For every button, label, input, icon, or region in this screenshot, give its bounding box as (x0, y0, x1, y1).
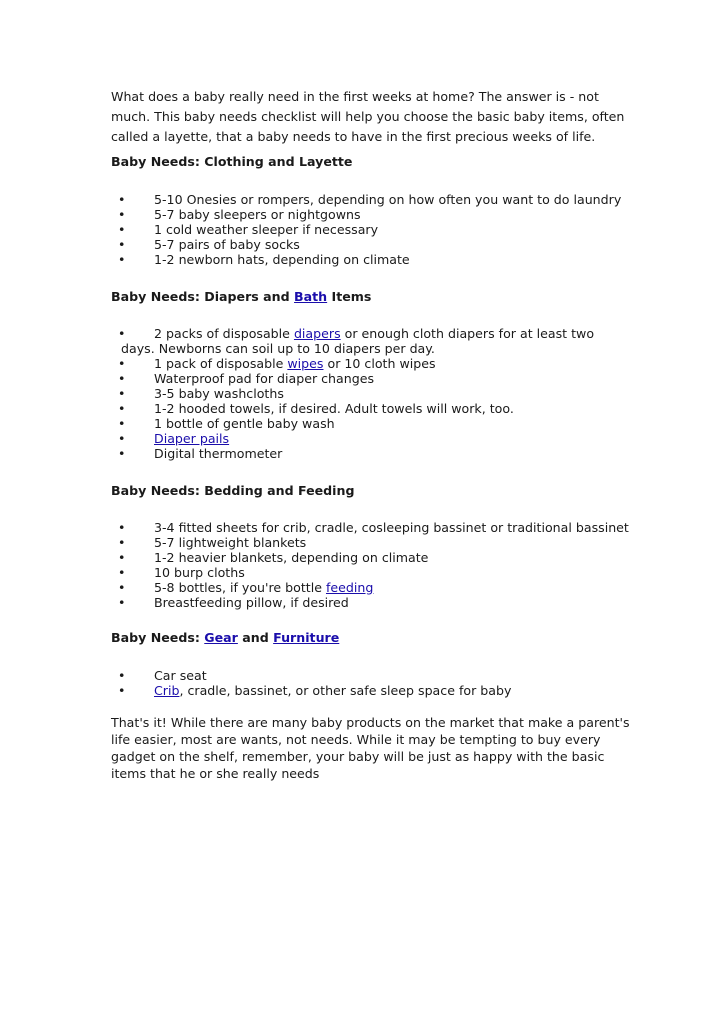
list-bedding (111, 520, 671, 610)
bullet-icon: • (118, 207, 126, 222)
bullet-icon: • (118, 446, 126, 461)
bullet-icon: • (118, 252, 126, 267)
bullet-icon: • (118, 386, 126, 401)
outro-line: life easier, most are wants, not needs. While it may be tempting to buy every (111, 732, 601, 747)
wipes-link[interactable]: wipes (287, 356, 324, 371)
heading-clothing: Baby Needs: Clothing and Layette (111, 154, 353, 169)
list-item: • 1 cold weather sleeper if necessary (118, 222, 379, 237)
bath-link[interactable]: Bath (294, 289, 328, 304)
bullet-icon: • (118, 401, 126, 416)
bullet-icon: • (118, 595, 126, 610)
bullet-icon: • (118, 580, 126, 595)
outro-paragraph (111, 714, 671, 782)
list-item: • 10 burp cloths (118, 565, 245, 580)
list-item: • Crib, cradle, bassinet, or other safe sleep space for baby (118, 683, 512, 698)
outro-line: items that he or she really needs (111, 766, 320, 781)
heading-diapers: Baby Needs: Diapers and Bath Items (111, 289, 372, 304)
intro-line: called a layette, that a baby needs to have in the first precious weeks of life. (111, 129, 596, 144)
list-item: • 5-10 Onesies or rompers, depending on how often you want to do laundry (118, 192, 622, 207)
bullet-icon: • (118, 520, 126, 535)
bullet-icon: • (118, 371, 126, 386)
list-item: • Breastfeeding pillow, if desired (118, 595, 349, 610)
list-item: • 3-5 baby washcloths (118, 386, 284, 401)
list-gear (111, 668, 671, 698)
list-item: • 1-2 hooded towels, if desired. Adult towels will work, too. (118, 401, 514, 416)
bullet-icon: • (118, 237, 126, 252)
list-item: • 1-2 newborn hats, depending on climate (118, 252, 410, 267)
heading-bedding: Baby Needs: Bedding and Feeding (111, 483, 355, 498)
intro-line: What does a baby really need in the first weeks at home? The answer is - not (111, 89, 599, 104)
intro-line: much. This baby needs checklist will help you choose the basic baby items, often (111, 109, 625, 124)
gear-link[interactable]: Gear (204, 630, 238, 645)
diapers-link[interactable]: diapers (293, 326, 341, 341)
bullet-icon: • (118, 326, 126, 341)
feeding-link[interactable]: feeding (325, 580, 374, 595)
bullet-icon: • (118, 431, 126, 446)
heading-gear: Baby Needs: Gear and Furniture (111, 630, 340, 645)
list-item: • 1 bottle of gentle baby wash (118, 416, 335, 431)
bullet-icon: • (118, 535, 126, 550)
list-item: • 5-7 lightweight blankets (118, 535, 307, 550)
list-item: • 5-7 baby sleepers or nightgowns (118, 207, 361, 222)
list-item: • 2 packs of disposable diapers or enough cloth diapers for at least two days. Newborns can soil up to 10 diapers per day. (118, 326, 595, 356)
list-diapers (111, 326, 671, 461)
crib-link[interactable]: Crib (154, 683, 180, 698)
bullet-icon: • (118, 356, 126, 371)
bullet-icon: • (118, 192, 126, 207)
outro-line: gadget on the shelf, remember, your baby will be just as happy with the basic (111, 749, 605, 764)
outro-line: That's it! While there are many baby products on the market that make a parent's (111, 715, 630, 730)
list-item: • 3-4 fitted sheets for crib, cradle, cosleeping bassinet or traditional bassinet (118, 520, 629, 535)
bullet-icon: • (118, 683, 126, 698)
diaper-pails-link[interactable]: Diaper pails (154, 431, 230, 446)
bullet-icon: • (118, 222, 126, 237)
intro-paragraph (111, 87, 671, 147)
list-item: • 1 pack of disposable wipes or 10 cloth wipes (118, 356, 436, 371)
list-item (111, 431, 671, 446)
furniture-link[interactable]: Furniture (273, 630, 340, 645)
list-clothing (111, 192, 671, 267)
bullet-icon: • (118, 565, 126, 580)
list-item: • Digital thermometer (118, 446, 283, 461)
list-item: • Waterproof pad for diaper changes (118, 371, 375, 386)
bullet-icon: • (118, 550, 126, 565)
bullet-icon: • (118, 668, 126, 683)
list-item: • Car seat (118, 668, 207, 683)
bullet-icon: • (118, 416, 126, 431)
list-item: • 5-7 pairs of baby socks (118, 237, 300, 252)
list-item: • 5-8 bottles, if you're bottle feeding (118, 580, 374, 595)
list-item: • 1-2 heavier blankets, depending on climate (118, 550, 429, 565)
